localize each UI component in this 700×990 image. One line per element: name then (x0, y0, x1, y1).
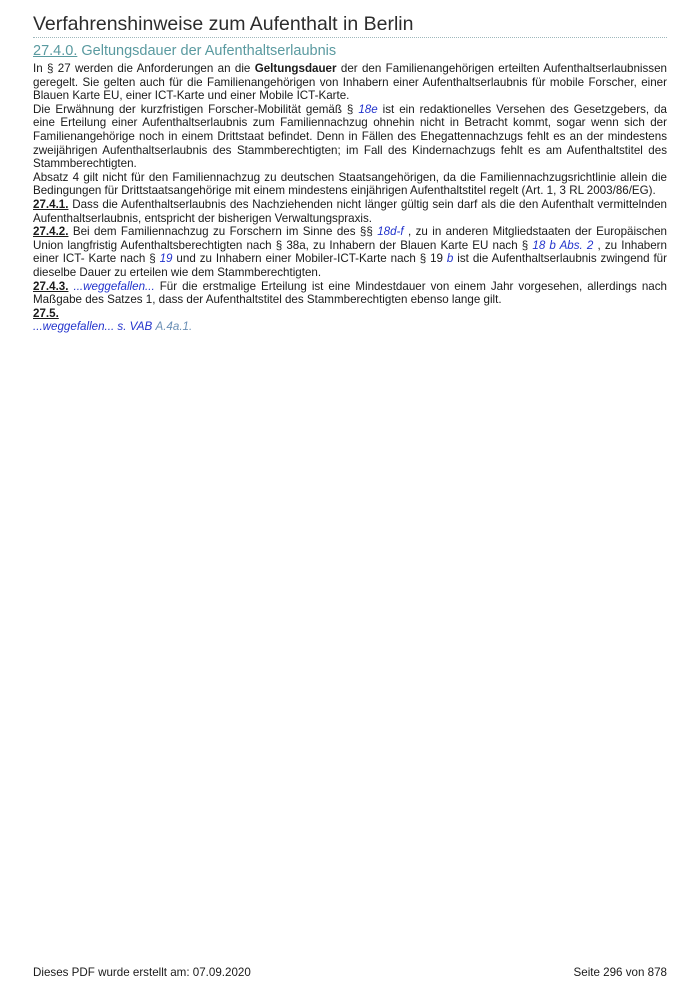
paragraph-text: Bei dem Familiennachzug zu Forschern im Sinne des §§ (68, 225, 378, 239)
page-title: Verfahrenshinweise zum Aufenthalt in Berlin (33, 13, 414, 35)
section-marker: 27.4.1. (33, 197, 69, 211)
section-marker: 27.5. (33, 306, 59, 320)
footer-page-number: Seite 296 von 878 (573, 966, 667, 979)
paragraph-text: , zu Inhabern einer ICT- Karte nach § (33, 238, 667, 266)
weggefallen-link[interactable]: ...weggefallen... (73, 279, 155, 293)
paragraph-1 (33, 62, 667, 103)
paragraph-text: ist ein redaktionelles Versehen des Gesetzgebers, da eine Erteilung einer Aufenthaltserlaubnis zum Familiennachzug ohnehin nicht in Betracht kommt, sogar wenn sich der Familienangehörige noch in einem Drittstaat befindet. Denn in Fällen des Ehegattennachzugs fehlt es an der mindestens zweijährigen Aufenthaltserlaubnis des Stammberechtigten; im Fall des Kindernachzugs fehlt es am Aufenthaltstitel des Stammberechtigten. (33, 102, 667, 171)
paragraph-3 (33, 171, 667, 198)
paragraph-text: In § 27 werden die Anforderungen an die (33, 62, 255, 75)
paragraph-text: Die Erwähnung der kurzfristigen Forscher-Mobilität gemäß § (33, 102, 359, 116)
paragraph-8 (33, 320, 667, 334)
law-link-19b[interactable]: b (446, 252, 454, 266)
weggefallen-vab-link[interactable]: ...weggefallen... s. VAB (33, 320, 153, 334)
vab-reference-link[interactable]: A.4a.1. (155, 320, 193, 334)
section-number-link[interactable]: 27.4.0. (33, 43, 78, 59)
paragraph-text: der den Familienangehörigen erteilten Aufenthaltserlaubnissen geregelt. Sie gelten auch für die Familienangehörigen von Inhabern einer Aufenthaltserlaubnis für mobile Forscher, einer Blauen Karte EU, einer ICT-Karte und einer Mobile ICT-Karte. (33, 62, 667, 103)
section-marker: 27.4.3. (33, 279, 69, 293)
document-body (33, 62, 667, 334)
paragraph-text: Dass die Aufenthaltserlaubnis des Nachziehenden nicht länger gültig sein darf als die den Aufenthalt vermittelnden Aufenthaltserlaubnis, entspricht der bisherigen Verwaltungspraxis. (33, 197, 667, 225)
law-link-18e[interactable]: 18e (358, 102, 378, 116)
law-link-19[interactable]: 19 (159, 252, 173, 266)
title-divider (33, 37, 667, 38)
paragraph-text: und zu Inhabern einer Mobiler-ICT-Karte nach § 19 (172, 252, 447, 266)
section-title: Geltungsdauer der Aufenthaltserlaubnis (81, 43, 337, 59)
section-heading (33, 42, 667, 60)
section-marker: 27.4.2. (33, 225, 69, 239)
paragraph-7 (33, 307, 667, 321)
footer-created-date: Dieses PDF wurde erstellt am: 07.09.2020 (33, 966, 251, 979)
paragraph-text: Absatz 4 gilt nicht für den Familiennachzug zu deutschen Staatsangehörigen, da die Familiennachzugsrichtlinie allein die Bedingungen für Drittstaatsangehörige mit einem mindestens einjährigen Aufenthaltstitel regelt (Art. 1, 3 RL 2003/86/EG). (33, 170, 667, 198)
paragraph-text: Für die erstmalige Erteilung ist eine Mindestdauer von einem Jahr vorgesehen, allerdings nach Maßgabe des Satzes 1, dass der Aufenthaltstitel des Stammberechtigten ebenso lange gilt. (33, 279, 667, 307)
paragraph-text: , zu in anderen Mitgliedstaaten der Europäischen Union langfristig Aufenthaltsberechtigten nach § 38a, zu Inhabern der Blauen Karte EU nach § (33, 225, 667, 252)
law-link-18d-f[interactable]: 18d-f (377, 225, 404, 239)
law-link-18b-abs2[interactable]: 18 b Abs. 2 (532, 238, 594, 252)
paragraph-6 (33, 280, 667, 307)
paragraph-text: ist die Aufenthaltserlaubnis zwingend für dieselbe Dauer zu erteilen wie dem Stammberechtigten. (33, 252, 667, 279)
paragraph-4 (33, 198, 667, 225)
bold-term: Geltungsdauer (254, 62, 337, 75)
paragraph-5 (33, 225, 667, 279)
paragraph-2 (33, 103, 667, 171)
